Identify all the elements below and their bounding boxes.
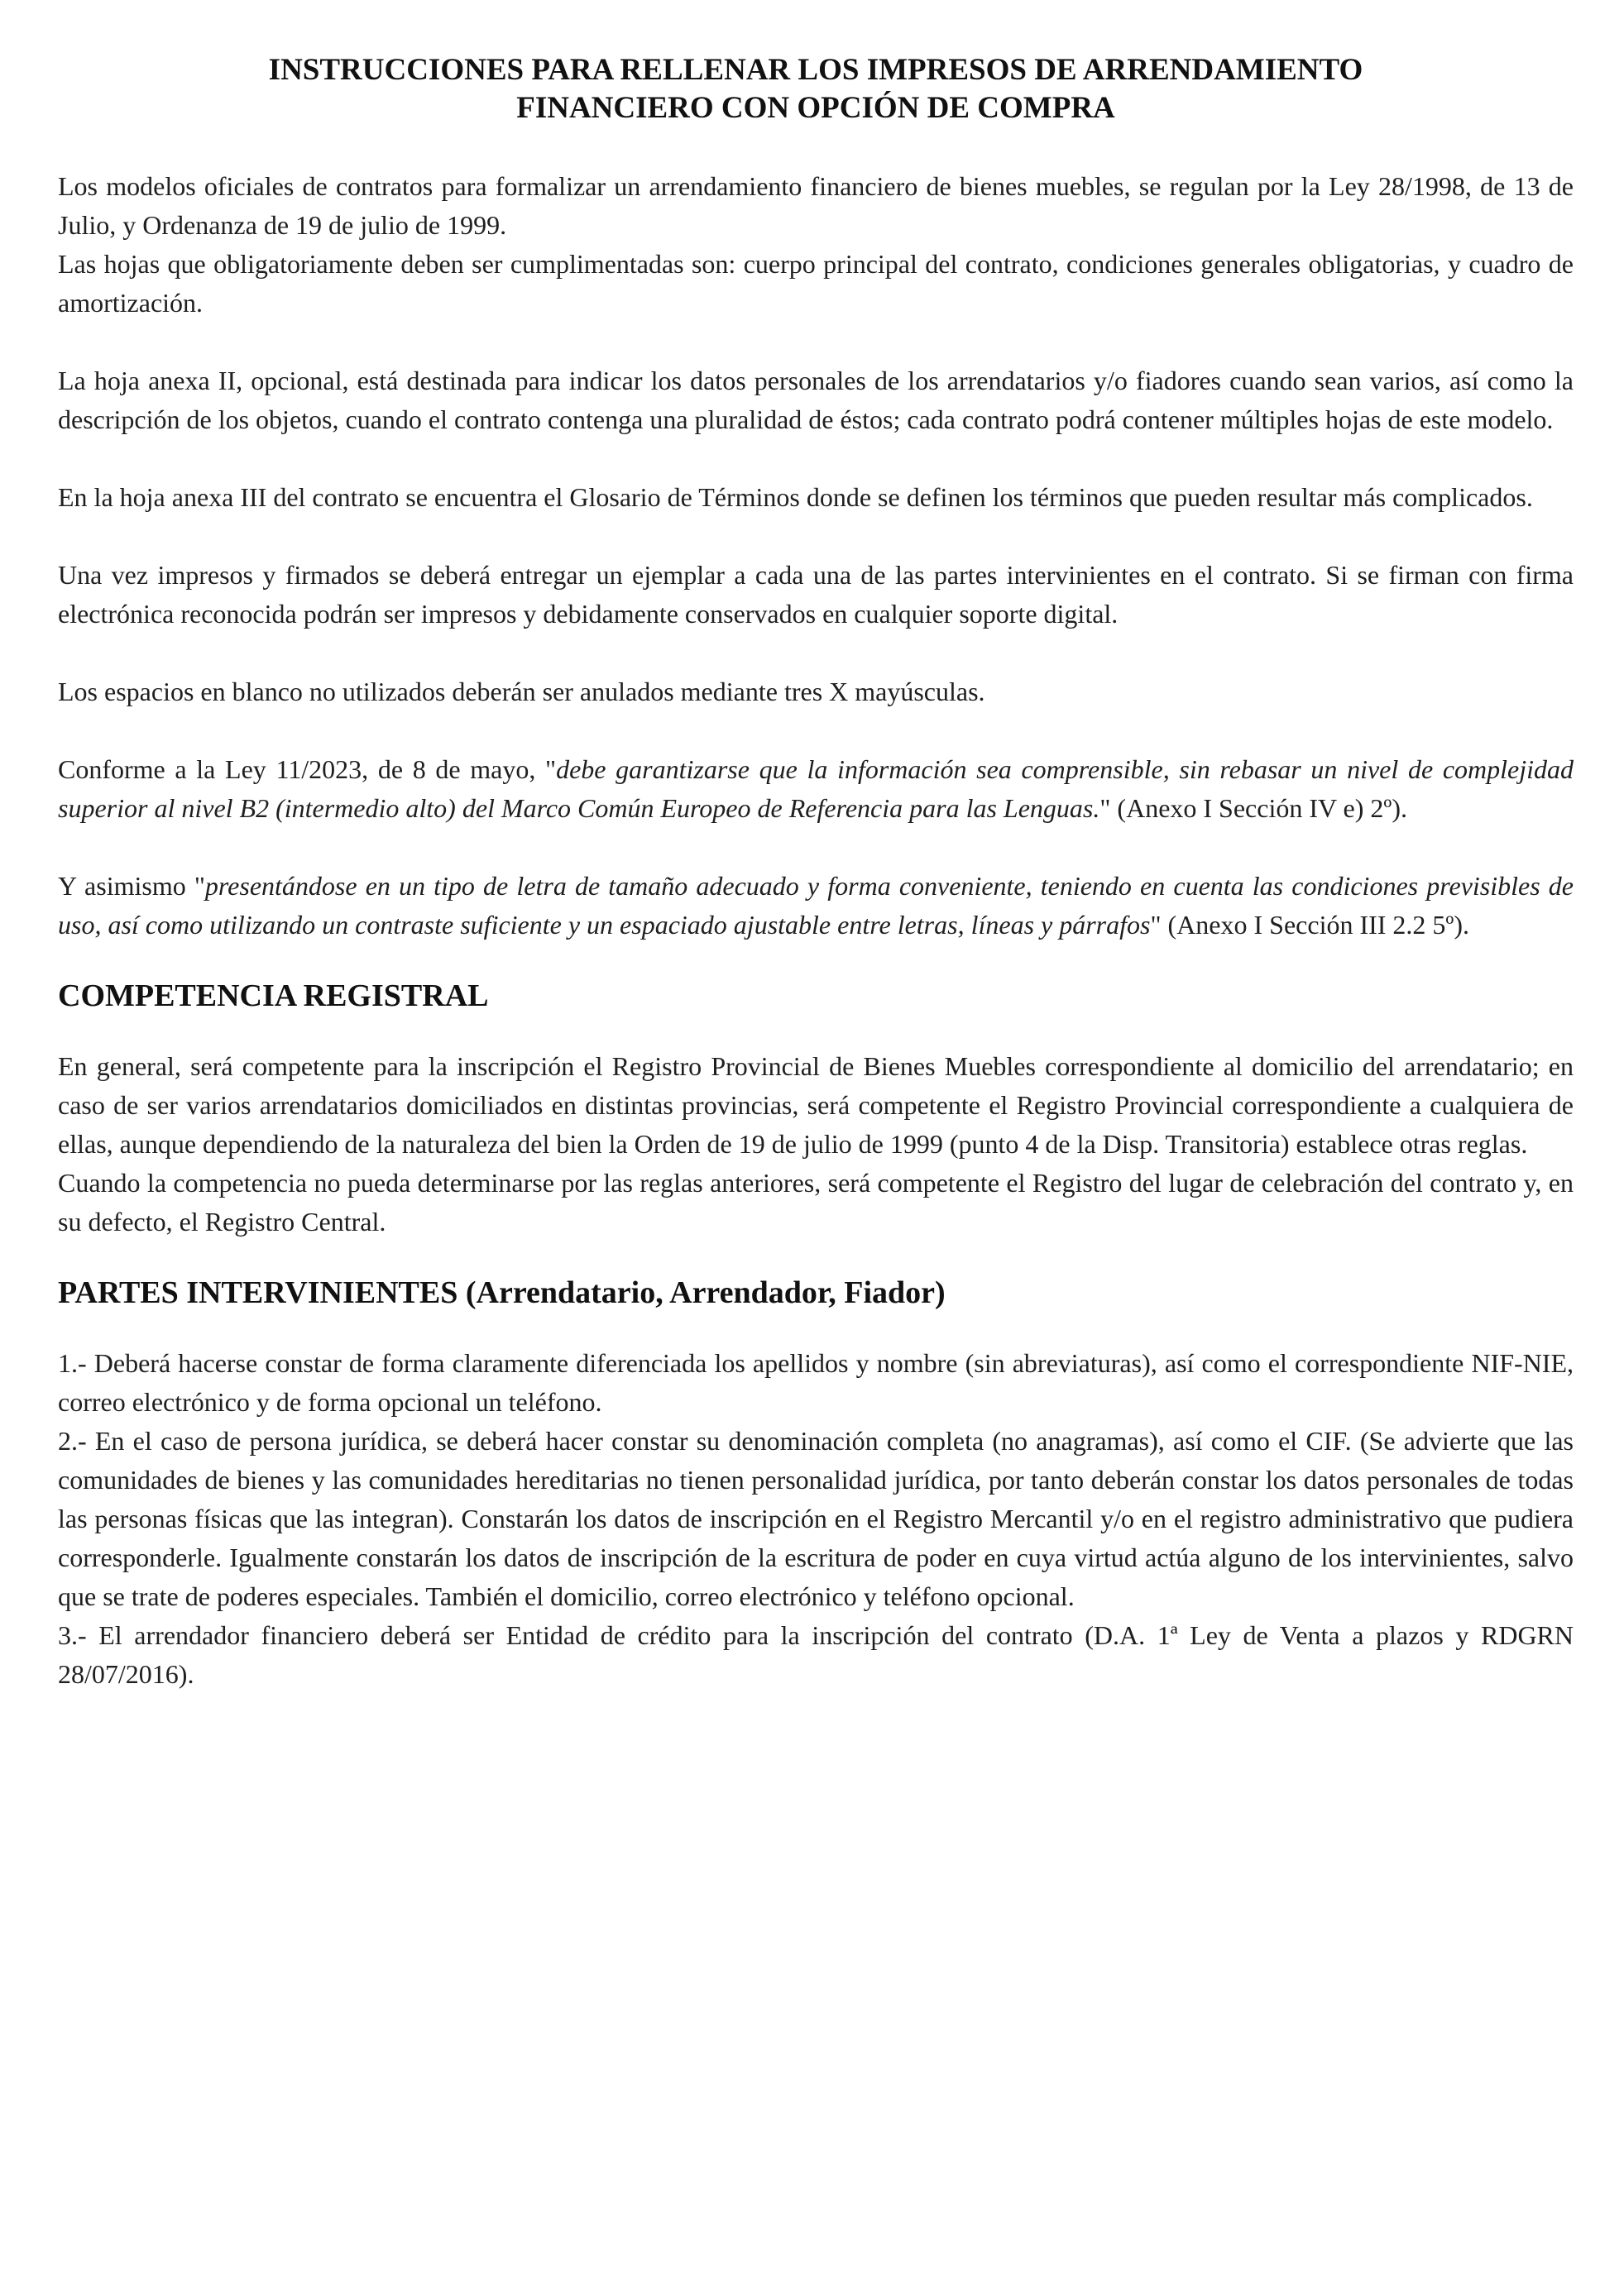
law-quote-2-italic: presentándose en un tipo de letra de tamaño adecuado y forma conveniente, teniendo en cuenta las condiciones previsibles de uso, así como utilizando un contraste suficiente y un espaciado ajustable entre letras, líneas y párrafos bbox=[58, 871, 1574, 940]
law-quote-italic: debe garantizarse que la información sea comprensible, sin rebasar un nivel de complejidad superior al nivel B2 (intermedio alto) del Marco Común Europeo de Referencia para las Lenguas. bbox=[58, 754, 1574, 823]
partes-item-1: 1.- Deberá hacerse constar de forma claramente diferenciada los apellidos y nombre (sin abreviaturas), así como el correspondiente NIF-NIE, correo electrónico y de forma opcional un teléfono. bbox=[58, 1348, 1574, 1417]
intro-paragraph-6: Los espacios en blanco no utilizados deberán ser anulados mediante tres X mayúsculas. bbox=[58, 677, 985, 706]
title-line-1: INSTRUCCIONES PARA RELLENAR LOS IMPRESOS DE ARRENDAMIENTO bbox=[268, 53, 1363, 87]
intro-paragraph-2: Las hojas que obligatoriamente deben ser cumplimentadas son: cuerpo principal del contrato, condiciones generales obligatorias, y cuadro de amortización. bbox=[58, 249, 1574, 318]
section-heading-competencia: COMPETENCIA REGISTRAL bbox=[58, 978, 489, 1013]
intro-paragraph-3: La hoja anexa II, opcional, está destinada para indicar los datos personales de los arrendatarios y/o fiadores cuando sean varios, así como la descripción de los objetos, cuando el contrato contenga una pluralidad de éstos; cada contrato podrá contener múltiples hojas de este modelo. bbox=[58, 366, 1574, 434]
competencia-paragraph-1: En general, será competente para la inscripción el Registro Provincial de Bienes Muebles correspondiente al domicilio del arrendatario; en caso de ser varios arrendatarios domiciliados en distintas provincias, será competente el Registro Provincial correspondiente a cualquiera de ellas, aunque dependiendo de la naturaleza del bien la Orden de 19 de julio de 1999 (punto 4 de la Disp. Transitoria) establece otras reglas. bbox=[58, 1051, 1574, 1159]
partes-item-3: 3.- El arrendador financiero deberá ser Entidad de crédito para la inscripción del contrato (D.A. 1ª Ley de Venta a plazos y RDGRN 28/07/2016). bbox=[58, 1620, 1574, 1689]
law-quote-2-suffix: " (Anexo I Sección III 2.2 5º). bbox=[1150, 910, 1469, 940]
intro-paragraph-8 bbox=[58, 867, 1574, 945]
law-quote-prefix: Conforme a la Ley 11/2023, de 8 de mayo, " bbox=[58, 754, 557, 784]
intro-paragraph-4: En la hoja anexa III del contrato se encuentra el Glosario de Términos donde se definen los términos que pueden resultar más complicados. bbox=[58, 482, 1533, 512]
document-page bbox=[58, 51, 1574, 1694]
document-title bbox=[58, 51, 1574, 127]
law-quote-2-prefix: Y asimismo " bbox=[58, 871, 205, 901]
intro-paragraph-5: Una vez impresos y firmados se deberá entregar un ejemplar a cada una de las partes intervinientes en el contrato. Si se firman con firma electrónica reconocida podrán ser impresos y debidamente conservados en cualquier soporte digital. bbox=[58, 560, 1574, 629]
intro-paragraph-1: Los modelos oficiales de contratos para formalizar un arrendamiento financiero de bienes muebles, se regulan por la Ley 28/1998, de 13 de Julio, y Ordenanza de 19 de julio de 1999. bbox=[58, 171, 1574, 240]
partes-item-2: 2.- En el caso de persona jurídica, se deberá hacer constar su denominación completa (no anagramas), así como el CIF. (Se advierte que las comunidades de bienes y las comunidades hereditarias no tienen personalidad jurídica, por tanto deberán constar los datos personales de todas las personas físicas que las integran). Constarán los datos de inscripción en el Registro Mercantil y/o en el registro administrativo que pudiera corresponderle. Igualmente constarán los datos de inscripción de la escritura de poder en cuya virtud actúa alguno de los intervinientes, salvo que se trate de poderes especiales. También el domicilio, correo electrónico y teléfono opcional. bbox=[58, 1426, 1574, 1611]
competencia-paragraph-2: Cuando la competencia no pueda determinarse por las reglas anteriores, será competente el Registro del lugar de celebración del contrato y, en su defecto, el Registro Central. bbox=[58, 1168, 1574, 1236]
law-quote-suffix: " (Anexo I Sección IV e) 2º). bbox=[1099, 793, 1407, 823]
section-heading-partes: PARTES INTERVINIENTES (Arrendatario, Arrendador, Fiador) bbox=[58, 1275, 946, 1310]
intro-paragraph-7 bbox=[58, 750, 1574, 828]
title-line-2: FINANCIERO CON OPCIÓN DE COMPRA bbox=[516, 91, 1115, 125]
